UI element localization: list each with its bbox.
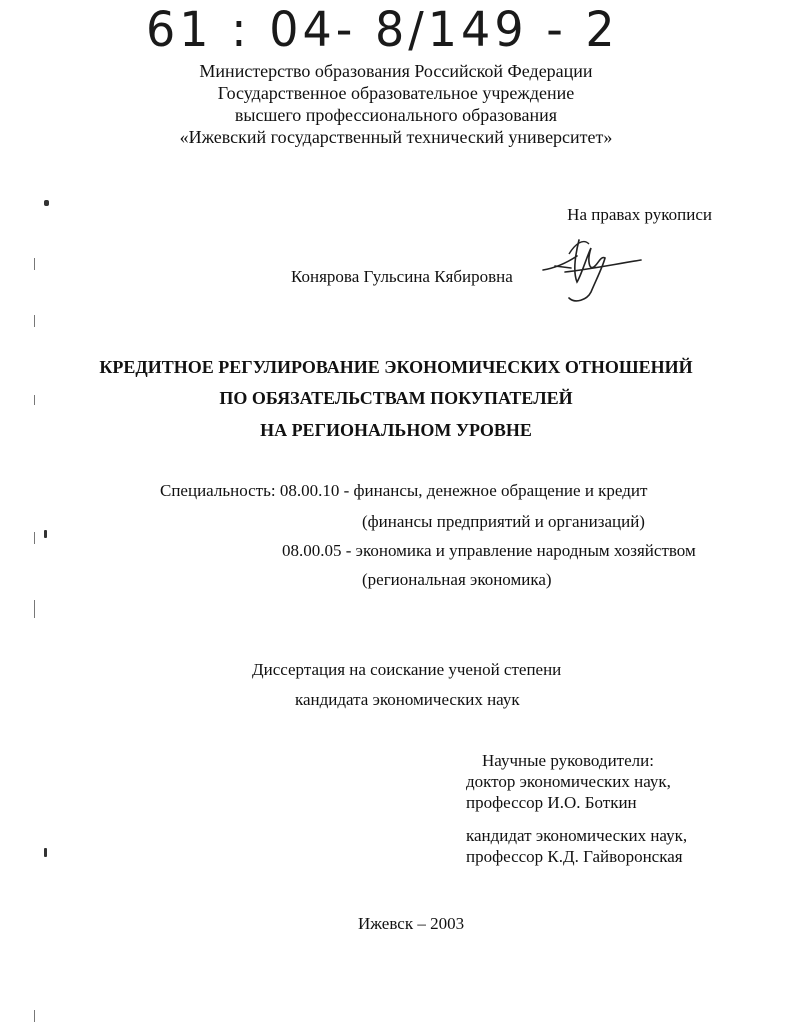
- dissertation-title-line-3: НА РЕГИОНАЛЬНОМ УРОВНЕ: [260, 420, 532, 440]
- author-signature: [535, 226, 650, 311]
- supervisor-1-degree: доктор экономических наук,: [466, 772, 671, 791]
- scan-mark: [34, 395, 35, 405]
- dissertation-title-line-1: КРЕДИТНОЕ РЕГУЛИРОВАНИЕ ЭКОНОМИЧЕСКИХ ОТНОШЕНИЙ: [99, 357, 693, 377]
- specialty-line-1: Специальность: 08.00.10 - финансы, денежное обращение и кредит: [160, 481, 648, 500]
- scan-mark: [34, 315, 35, 327]
- specialty-line-3: 08.00.05 - экономика и управление народным хозяйством: [282, 541, 696, 560]
- supervisors-heading: Научные руководители:: [482, 751, 654, 770]
- scan-mark: [34, 532, 35, 544]
- scan-mark: [44, 530, 47, 538]
- scan-mark: [44, 200, 49, 206]
- handwritten-archive-code: 61 : 04- 8/149 - 2: [146, 0, 619, 58]
- institution-name: «Ижевский государственный технический университет»: [179, 127, 613, 147]
- dissertation-title-line-2: ПО ОБЯЗАТЕЛЬСТВАМ ПОКУПАТЕЛЕЙ: [219, 388, 573, 408]
- scan-mark: [34, 258, 35, 270]
- author-name: Конярова Гульсина Кябировна: [291, 267, 513, 286]
- supervisor-2-name: профессор К.Д. Гайворонская: [466, 847, 683, 866]
- institution-level: высшего профессионального образования: [234, 105, 558, 125]
- scan-mark: [34, 600, 35, 618]
- supervisor-2-degree: кандидат экономических наук,: [466, 826, 688, 845]
- dissertation-degree-line-1: Диссертация на соискание ученой степени: [252, 660, 562, 679]
- manuscript-rights: На правах рукописи: [567, 205, 712, 224]
- supervisor-1-name: профессор И.О. Боткин: [466, 793, 637, 812]
- city-year: Ижевск – 2003: [358, 914, 465, 933]
- institution-ministry: Министерство образования Российской Федерации: [199, 61, 593, 81]
- specialty-line-4: (региональная экономика): [362, 570, 552, 589]
- institution-type: Государственное образовательное учреждение: [217, 83, 575, 103]
- dissertation-degree-line-2: кандидата экономических наук: [295, 690, 520, 709]
- scan-mark: [34, 1010, 35, 1022]
- specialty-line-2: (финансы предприятий и организаций): [362, 512, 645, 531]
- scan-mark: [44, 848, 47, 857]
